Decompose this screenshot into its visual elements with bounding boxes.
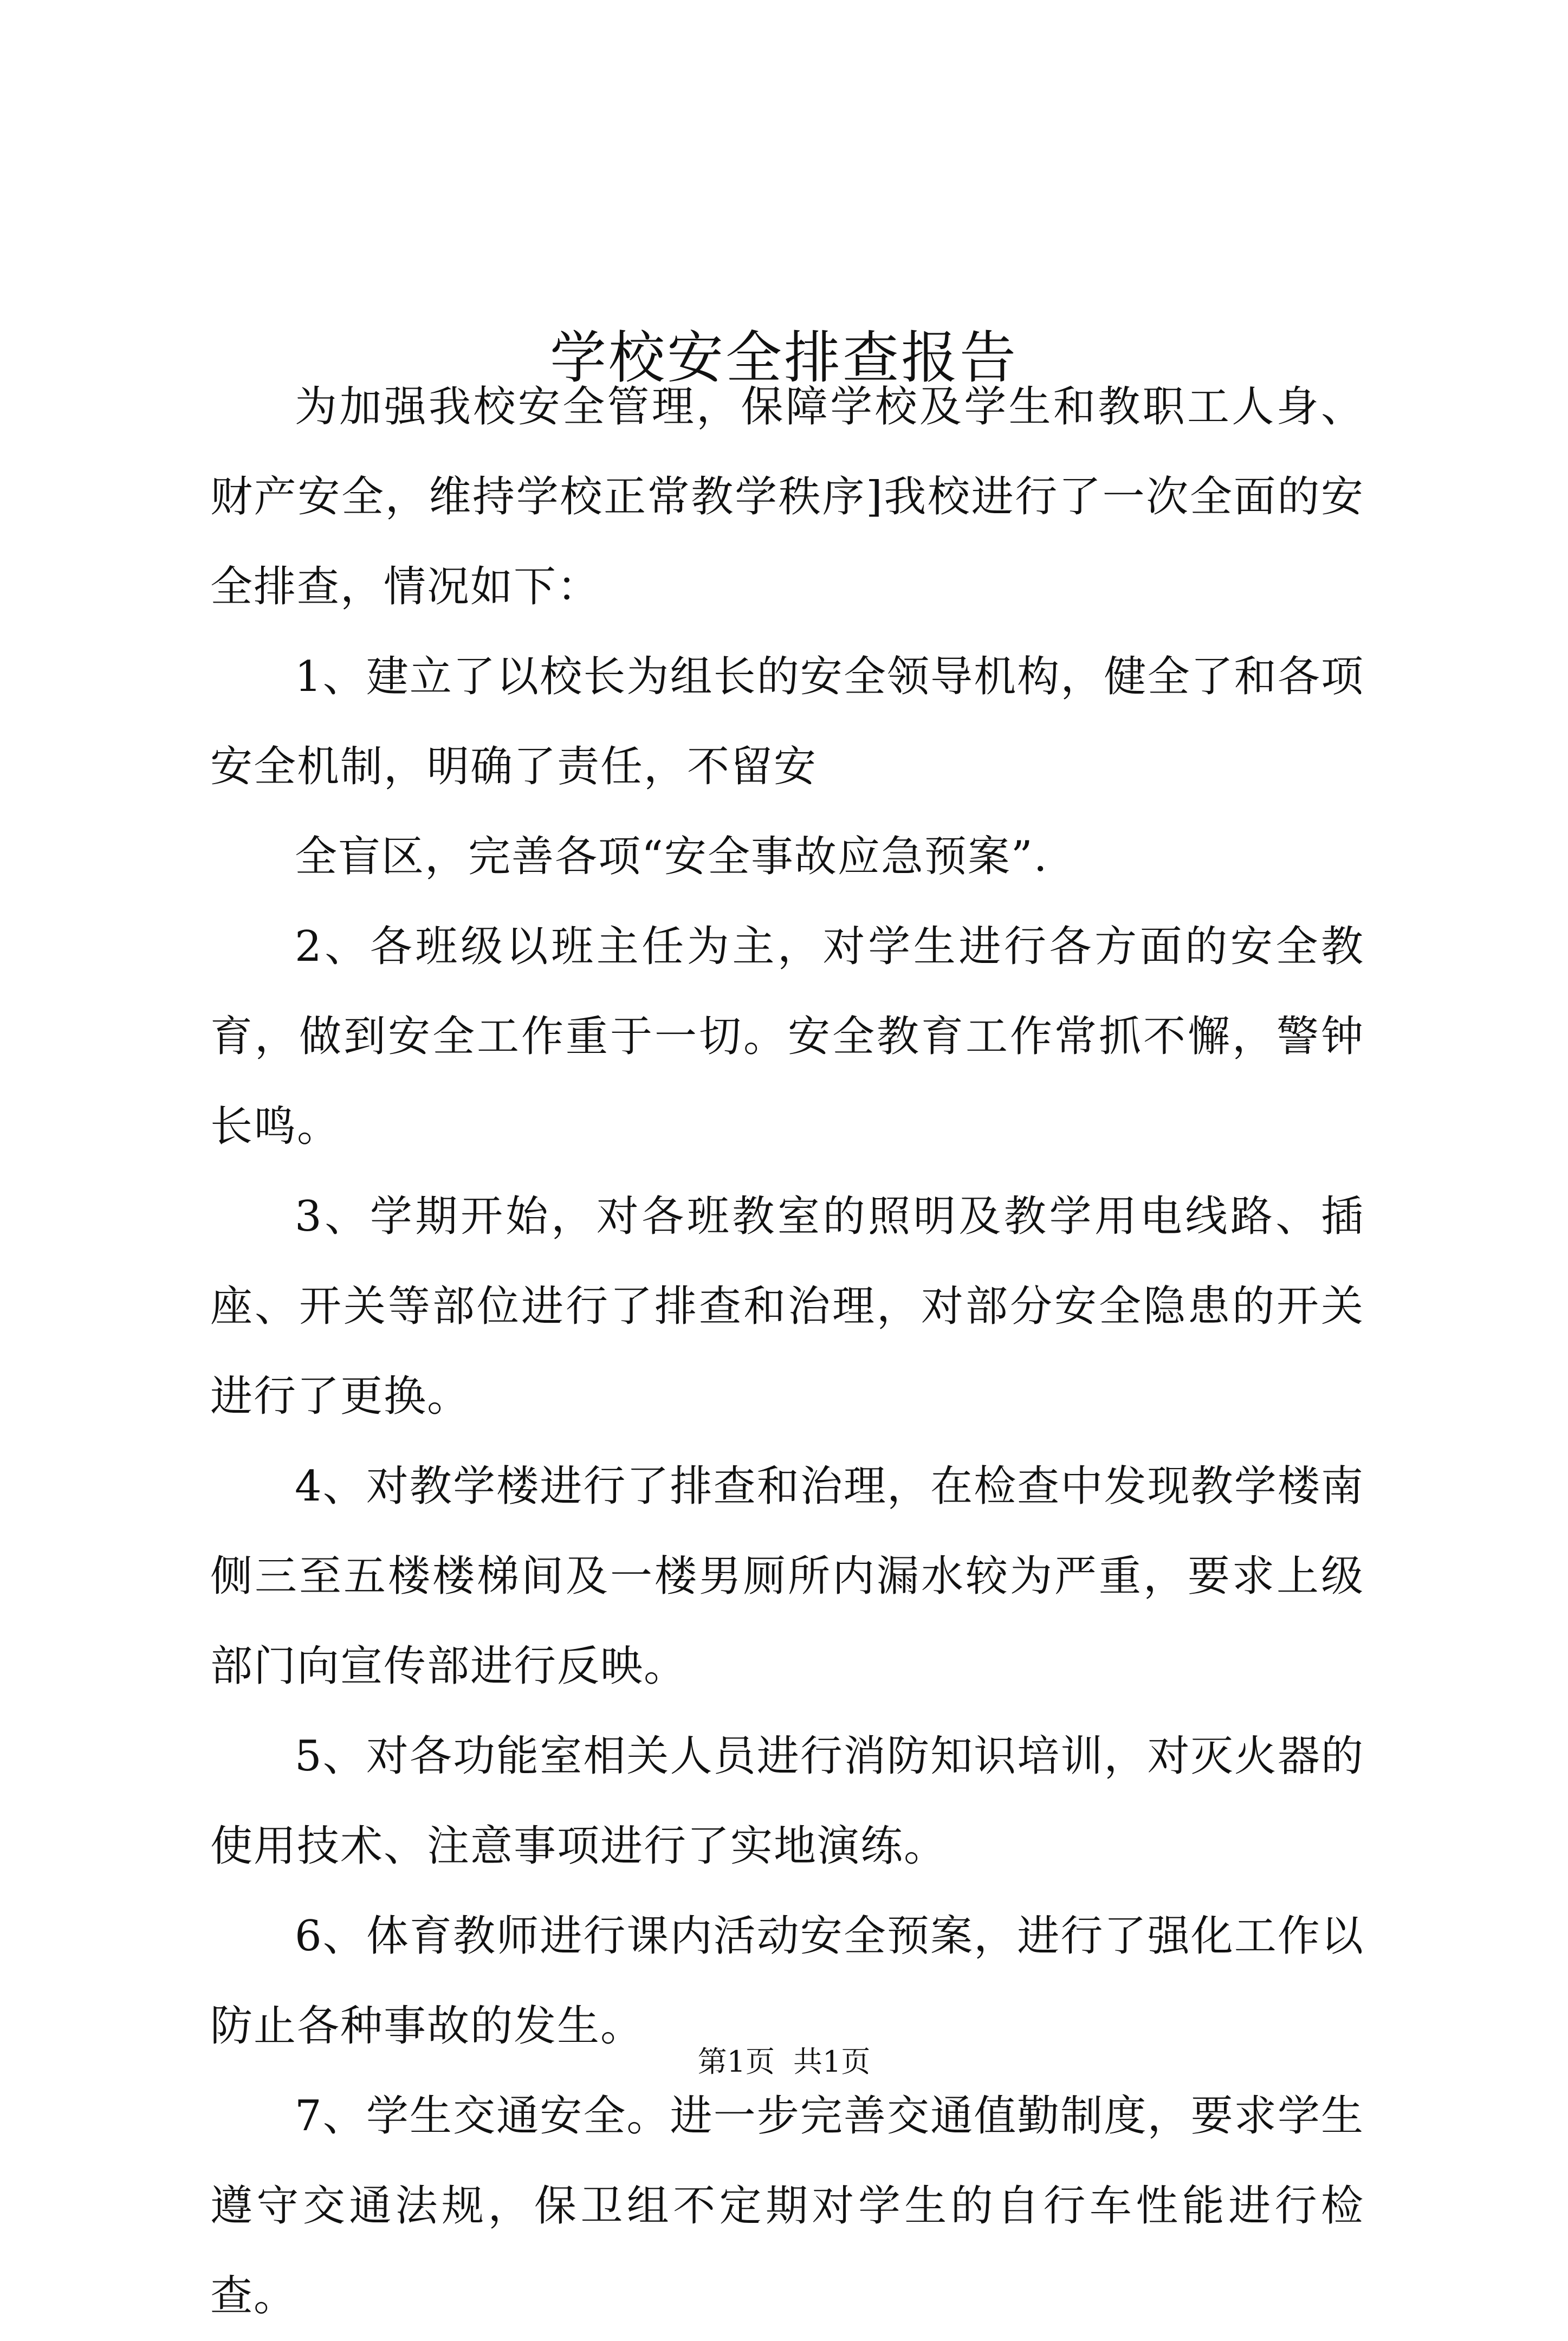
page-number-current: 第1页 (697, 2045, 775, 2079)
item-4-paragraph: 4、对教学楼进行了排查和治理，在检查中发现教学楼南侧三至五楼楼梯间及一楼男厕所内漏水较为严重，要求上级部门向宣传部进行反映。 (210, 1462, 1364, 1691)
intro-paragraph: 为加强我校安全管理，保障学校及学生和教职工人身、财产安全，维持学校正常教学秩序]我校进行了一次全面的安全排查，情况如下： (210, 383, 1364, 611)
item-5-paragraph: 5、对各功能室相关人员进行消防知识培训，对灭火器的使用技术、注意事项进行了实地演练。 (210, 1732, 1364, 1871)
page-number-total: 共1页 (793, 2045, 871, 2079)
page-footer (0, 2043, 1568, 2081)
item-7-paragraph: 7、学生交通安全。进一步完善交通值勤制度，要求学生遵守交通法规，保卫组不定期对学生的自行车性能进行检查。 (210, 2092, 1364, 2320)
item-1-continuation-paragraph: 全盲区，完善各项“安全事故应急预案”. (295, 832, 1048, 881)
item-1-paragraph: 1、建立了以校长为组长的安全领导机构，健全了和各项安全机制，明确了责任，不留安 (210, 652, 1364, 791)
item-6-paragraph: 6、体育教师进行课内活动安全预案，进行了强化工作以防止各种事故的发生。 (210, 1912, 1364, 2051)
item-3-paragraph: 3、学期开始，对各班教室的照明及教学用电线路、插座、开关等部位进行了排查和治理，对部分安全隐患的开关进行了更换。 (210, 1192, 1364, 1421)
item-2-paragraph: 2、各班级以班主任为主，对学生进行各方面的安全教育，做到安全工作重于一切。安全教育工作常抓不懈，警钟长鸣。 (210, 922, 1364, 1151)
document-title: 学校安全排查报告 (549, 324, 1018, 391)
